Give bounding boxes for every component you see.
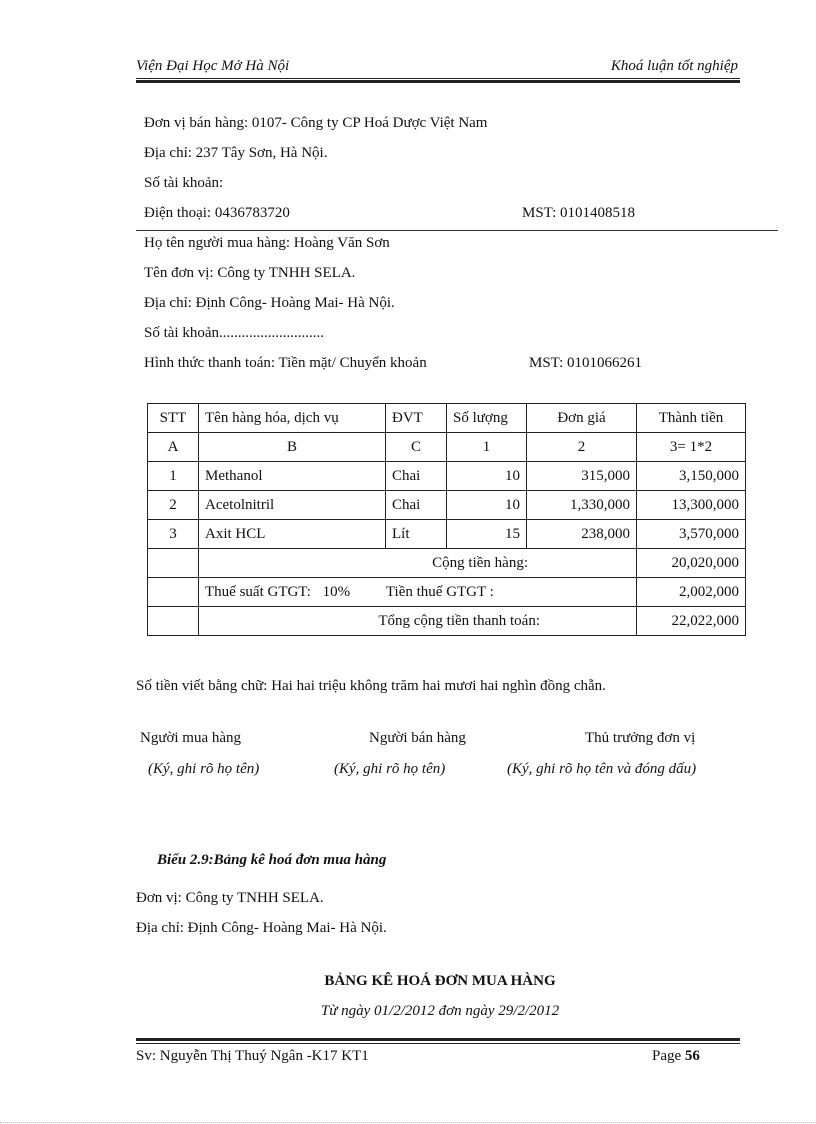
total-label: Tổng cộng tiền thanh toán: bbox=[199, 607, 637, 636]
footer-page-number: 56 bbox=[684, 1048, 700, 1064]
buyer-name: Họ tên người mua hàng: Hoàng Văn Sơn bbox=[144, 235, 390, 251]
buyer-unit: Tên đơn vị: Công ty TNHH SELA. bbox=[144, 265, 356, 281]
subtotal-label: Cộng tiền hàng: bbox=[199, 549, 637, 578]
cell-amount: 3,570,000 bbox=[637, 520, 746, 549]
cell-price: 238,000 bbox=[527, 520, 637, 549]
table-row bbox=[148, 462, 746, 491]
footer-page bbox=[652, 1048, 700, 1065]
table-row bbox=[148, 491, 746, 520]
footer-page-label: Page bbox=[652, 1048, 682, 1064]
section-caption: Biểu 2.9:Bảng kê hoá đơn mua hàng bbox=[157, 852, 387, 868]
footer-rule-thin bbox=[136, 1043, 740, 1044]
code-cell: B bbox=[199, 433, 386, 462]
vat-amount: 2,002,000 bbox=[637, 578, 746, 607]
header-institution: Viện Đại Học Mở Hà Nội bbox=[136, 58, 290, 74]
header-cell: Thành tiền bbox=[637, 404, 746, 433]
cell-price: 315,000 bbox=[527, 462, 637, 491]
total-row bbox=[148, 607, 746, 636]
header-cell: STT bbox=[148, 404, 199, 433]
cell-item: Methanol bbox=[199, 462, 386, 491]
code-cell: A bbox=[148, 433, 199, 462]
vat-rate-label: Thuế suất GTGT: bbox=[205, 583, 311, 600]
buyer-address: Địa chỉ: Định Công- Hoàng Mai- Hà Nội. bbox=[144, 295, 395, 311]
footer-student: Sv: Nguyễn Thị Thuý Ngân -K17 KT1 bbox=[136, 1048, 369, 1064]
section-address: Địa chỉ: Định Công- Hoàng Mai- Hà Nội. bbox=[136, 920, 387, 936]
empty-cell bbox=[148, 549, 199, 578]
seller-account: Số tài khoản: bbox=[144, 175, 224, 191]
subtotal-value: 20,020,000 bbox=[637, 549, 746, 578]
footer-rule-thick bbox=[136, 1038, 740, 1041]
section-divider bbox=[136, 230, 778, 231]
vat-rate: 10% bbox=[322, 583, 351, 600]
cell-unit: Chai bbox=[386, 491, 447, 520]
vat-amount-label: Tiền thuế GTGT : bbox=[385, 583, 494, 600]
cell-unit: Lít bbox=[386, 520, 447, 549]
signature-head: Thủ trưởng đơn vị bbox=[585, 730, 696, 746]
signature-seller-note: (Ký, ghi rõ họ tên) bbox=[334, 761, 446, 777]
cell-amount: 13,300,000 bbox=[637, 491, 746, 520]
table-row bbox=[148, 520, 746, 549]
signature-head-note: (Ký, ghi rõ họ tên và đóng dấu) bbox=[507, 761, 697, 777]
cell-quantity: 15 bbox=[447, 520, 527, 549]
seller-address: Địa chỉ: 237 Tây Sơn, Hà Nội. bbox=[144, 145, 328, 161]
cell-stt: 3 bbox=[148, 520, 199, 549]
seller-name: Đơn vị bán hàng: 0107- Công ty CP Hoá Dược Việt Nam bbox=[144, 115, 488, 131]
header-thesis-title: Khoá luận tốt nghiệp bbox=[610, 58, 738, 74]
header-rule-thick bbox=[136, 80, 740, 83]
amount-in-words: Số tiền viết bằng chữ: Hai hai triệu không trăm hai mươi hai nghìn đồng chẵn. bbox=[136, 678, 606, 694]
section-unit: Đơn vị: Công ty TNHH SELA. bbox=[136, 890, 324, 906]
total-value: 22,022,000 bbox=[637, 607, 746, 636]
subtotal-row bbox=[148, 549, 746, 578]
table-header-row bbox=[148, 404, 746, 433]
signature-buyer: Người mua hàng bbox=[140, 730, 242, 746]
code-cell: 2 bbox=[527, 433, 637, 462]
section-date-range: Từ ngày 01/2/2012 đơn ngày 29/2/2012 bbox=[320, 1003, 560, 1019]
code-cell: 3= 1*2 bbox=[637, 433, 746, 462]
empty-cell bbox=[148, 607, 199, 636]
header-cell: Tên hàng hóa, dịch vụ bbox=[199, 404, 386, 433]
cell-item: Axit HCL bbox=[199, 520, 386, 549]
vat-cell bbox=[199, 578, 637, 607]
header-cell: Đơn giá bbox=[527, 404, 637, 433]
cell-amount: 3,150,000 bbox=[637, 462, 746, 491]
seller-tax-code: MST: 0101408518 bbox=[522, 205, 636, 221]
vat-row bbox=[148, 578, 746, 607]
cell-stt: 1 bbox=[148, 462, 199, 491]
signature-buyer-note: (Ký, ghi rõ họ tên) bbox=[148, 761, 260, 777]
cell-quantity: 10 bbox=[447, 462, 527, 491]
header-rule-thin bbox=[136, 78, 740, 79]
header-cell: ĐVT bbox=[386, 404, 447, 433]
cell-price: 1,330,000 bbox=[527, 491, 637, 520]
table-code-row bbox=[148, 433, 746, 462]
code-cell: C bbox=[386, 433, 447, 462]
header-cell: Số lượng bbox=[447, 404, 527, 433]
buyer-payment-method: Hình thức thanh toán: Tiền mặt/ Chuyển khoản bbox=[144, 355, 427, 371]
buyer-account: Số tài khoản............................ bbox=[144, 325, 324, 341]
cell-item: Acetolnitril bbox=[199, 491, 386, 520]
signature-seller: Người bán hàng bbox=[369, 730, 466, 746]
cell-stt: 2 bbox=[148, 491, 199, 520]
cell-unit: Chai bbox=[386, 462, 447, 491]
empty-cell bbox=[148, 578, 199, 607]
invoice-table bbox=[147, 403, 746, 636]
section-title: BẢNG KÊ HOÁ ĐƠN MUA HÀNG bbox=[324, 973, 556, 989]
cell-quantity: 10 bbox=[447, 491, 527, 520]
seller-phone: Điện thoại: 0436783720 bbox=[144, 205, 290, 221]
code-cell: 1 bbox=[447, 433, 527, 462]
buyer-tax-code: MST: 0101066261 bbox=[529, 355, 643, 371]
